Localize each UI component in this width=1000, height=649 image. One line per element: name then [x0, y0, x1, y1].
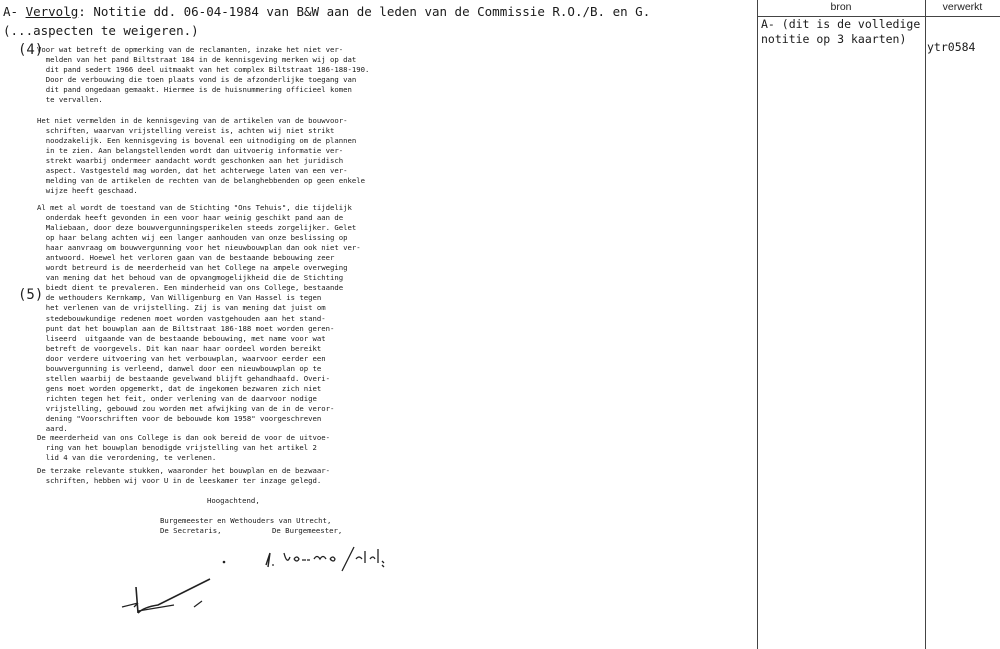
paragraph-stichting: Al met al wordt de toestand van de Stichting "Ons Tehuis", die tijdelijk onderdak heeft gevonden in een voor haar weinig geschikt pand aan de Maliebaan, door deze bouwvergunningsperikelen steeds zorgelijker. Gelet op haar belang achten wij een langer aanhouden van onze beslissing op haar aanvraag om bouwvergunning voor het nieuwbouwplan dan ook niet ver- antwoord. Hoewel het verloren gaan van de bestaande bebouwing zeer wordt betreurd is de meerderheid van het College na ampele overweging van mening dat het behoud van de opvangmogelijkheid die de Stichting biedt dient te prevaleren. Een minderheid van ons College, bestaande de wethouders Kernkamp, Van Willigenburg en Van Hassel is tegen het verlenen van de vrijstelling. Zij is van mening dat juist om stedebouwkundige redenen moet worden vastgehouden aan het stand- punt dat het bouwplan aan de Biltstraat 186-188 moet worden geren- liseerd uitgaande van de bestaande bebouwing, met name voor wat betreft de voorgevels. Dit kan naar haar oordeel worden bereikt door verdere uitvoering van het verbouwplan, waarvoor eerder een bouwvergunning is verleend, danwel door een nieuwbouwplan op te stellen waarbij de bestaande gevelwand blijft gehandhaafd. Overi- gens moet worden opgemerkt, dat de ingekomen bezwaren zich niet richten tegen het feit, onder verlening van de daarvoor nodige vrijstelling, gebouwd zou worden met afwijking van de in de veror- dening "Voorschriften voor de bebouwde kom 1958" voorgeschreven aard.	[37, 203, 361, 434]
mayor-label: De Burgemeester,	[272, 526, 343, 535]
column-divider-right	[925, 0, 926, 649]
paragraph-reclamanten: Voor wat betreft de opmerking van de reclamanten, inzake het niet ver- melden van het pand Biltstraat 184 in de kennisgeving merken wij op dat dit pand sedert 1966 deel uitmaakt van het complex Biltstraat 186-188-190. Door de verbouwing die toen plaats vond is de afzonderlijke toegang van dit pand ongedaan gemaakt. Hiermee is de huisnummering officieel komen te vervallen.	[37, 45, 370, 105]
secretary-label: De Secretaris,	[160, 526, 222, 535]
paragraph-marker-5: (5)	[18, 287, 44, 303]
paragraph-marker-4: (4)	[18, 42, 44, 58]
bron-note: A- (dit is de volledige notitie op 3 kaarten)	[761, 17, 921, 46]
closing-greeting: Hoogachtend,	[207, 496, 260, 505]
verwerkt-code: ytr0584	[927, 40, 976, 54]
heading-vervolg: Vervolg	[25, 4, 79, 19]
mayor-signature	[262, 543, 432, 583]
paragraph-meerderheid: De meerderheid van ons College is dan ook bereid de voor de uitvoe- ring van het bouwplan benodigde vrijstelling van het artikel 2 lid 4 van die verordening, te verlenen.	[37, 433, 330, 463]
heading-line2: (...aspecten te weigeren.)	[3, 23, 199, 38]
paragraph-kennisgeving: Het niet vermelden in de kennisgeving van de artikelen van de bouwvoor- schriften, waarvan vrijstelling vereist is, achten wij niet strikt noodzakelijk. Een kennisgeving is bovenal een uitnodiging om de plannen in te zien. Aan belangstellenden wordt dan uitvoerig informatie ver- strekt waarbij ondermeer aandacht wordt geschonken aan het juridisch aspect. Vastgesteld mag worden, dat het achterwege laten van een ver- melding van de artikelen de rechten van de belanghebbenden op geen enkele wijze heeft geschaad.	[37, 116, 365, 196]
secretary-signature	[118, 555, 228, 615]
column-divider-left	[757, 0, 758, 649]
signatory-line: Burgemeester en Wethouders van Utrecht,	[160, 516, 332, 525]
column-header-verwerkt: verwerkt	[942, 1, 983, 13]
column-header-bron: bron	[830, 1, 852, 13]
document-heading	[3, 2, 753, 40]
heading-prefix: A-	[3, 4, 26, 19]
heading-rest: : Notitie dd. 06-04-1984 van B&W aan de leden van de Commissie R.O./B. en G.	[78, 4, 651, 19]
paragraph-stukken: De terzake relevante stukken, waaronder het bouwplan en de bezwaar- schriften, hebben wij voor U in de leeskamer ter inzage gelegd.	[37, 466, 330, 486]
